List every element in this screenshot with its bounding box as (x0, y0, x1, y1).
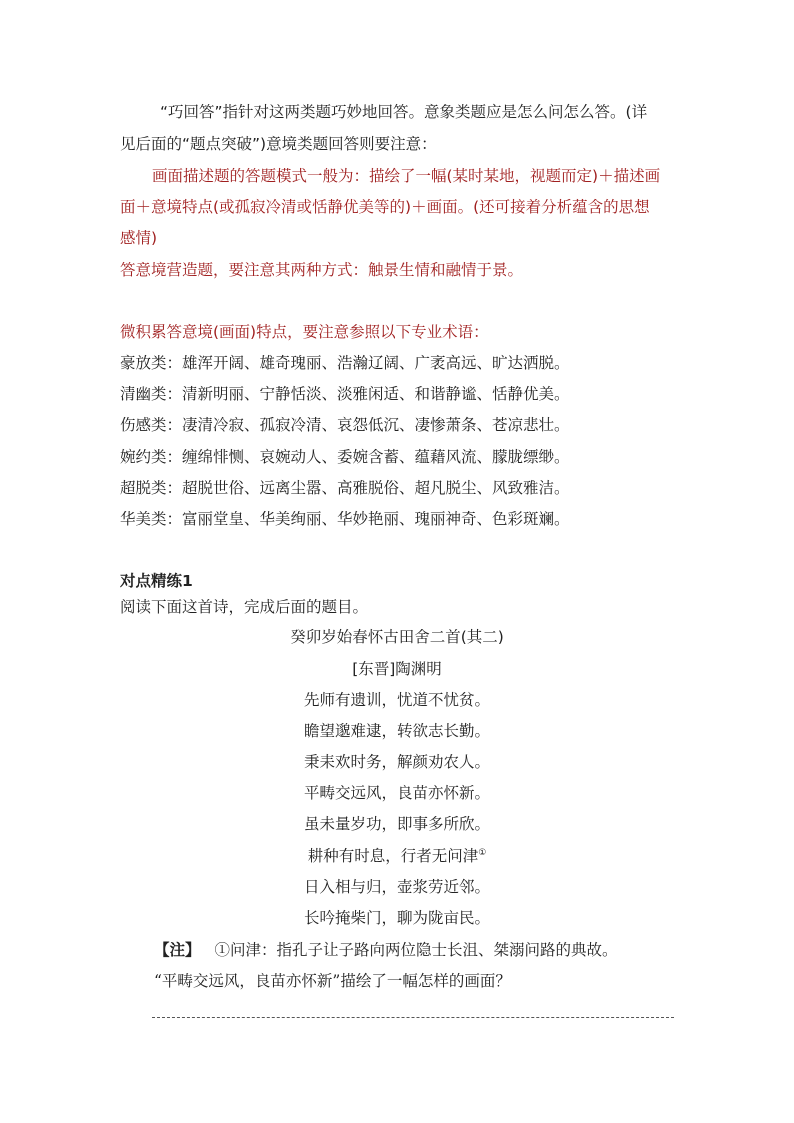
poem-line: 虽未量岁功，即事多所欣。 (303, 815, 490, 833)
poem-line: 瞻望邈难逮，转欲志长勤。 (303, 722, 490, 740)
term-item: 伤感类：凄清冷寂、孤寂冷清、哀怨低沉、凄惨萧条、苍凉悲壮。 (120, 416, 570, 434)
answer-line[interactable] (152, 1017, 674, 1018)
note-label: 【注】 (154, 940, 201, 959)
intro-line-2: 见后面的“题点突破”)意境类题回答则要注意： (120, 135, 437, 153)
question-text: “平畴交远风，良苗亦怀新”描绘了一幅怎样的画面？ (154, 972, 511, 990)
template-line-2: 面＋意境特点(或孤寂冷清或恬静优美等的)＋画面。(还可接着分析蕴含的思想 (120, 198, 650, 216)
poem-line: 日入相与归，壶浆劳近邻。 (303, 878, 490, 896)
term-item: 清幽类：清新明丽、宁静恬淡、淡雅闲适、和谐静谧、恬静优美。 (120, 385, 570, 403)
terms-heading (120, 322, 489, 342)
poem-line: 秉耒欢时务，解颜劝农人。 (303, 753, 490, 771)
terms-heading-text: 微积累答意境(画面)特点，要注意参照以下专业术语： (120, 323, 489, 341)
template-line-1: 画面描述题的答题模式一般为：描绘了一幅(某时某地，视题而定)＋描述画 (152, 167, 661, 185)
template-line-4: 答意境营造题，要注意其两种方式：触景生情和融情于景。 (120, 261, 524, 279)
note-text: ①问津：指孔子让子路向两位隐士长沮、桀溺问路的典故。 (214, 941, 618, 959)
template-line-3: 感情) (120, 229, 158, 247)
poem-line-with-footnote (0, 846, 794, 866)
term-item: 超脱类：超脱世俗、远离尘嚣、高雅脱俗、超凡脱尘、风致雅洁。 (120, 479, 570, 497)
term-item: 婉约类：缠绵悱恻、哀婉动人、委婉含蓄、蕴藉风流、朦胧缥缈。 (120, 448, 570, 466)
poem-author: [东晋]陶渊明 (352, 660, 442, 678)
annotation (154, 940, 618, 960)
term-item: 豪放类：雄浑开阔、雄奇瑰丽、浩瀚辽阔、广袤高远、旷达洒脱。 (120, 354, 570, 372)
poem-line: 耕种有时息，行者无问津 (307, 847, 479, 865)
poem-title: 癸卯岁始春怀古田舍二首(其二) (290, 628, 504, 646)
term-item: 华美类：富丽堂皇、华美绚丽、华妙艳丽、瑰丽神奇、色彩斑斓。 (120, 510, 570, 528)
exercise-title: 对点精练1 (120, 572, 193, 590)
poem-line: 平畴交远风，良苗亦怀新。 (303, 784, 490, 802)
exercise-instruction: 阅读下面这首诗，完成后面的题目。 (120, 598, 369, 616)
intro-line-1: “巧回答”指针对这两类题巧妙地回答。意象类题应是怎么问怎么答。(详 (160, 103, 648, 121)
poem-line: 长吟掩柴门，聊为陇亩民。 (303, 909, 490, 927)
footnote-marker: ① (478, 848, 487, 858)
poem-line: 先师有遗训，忧道不忧贫。 (303, 691, 490, 709)
